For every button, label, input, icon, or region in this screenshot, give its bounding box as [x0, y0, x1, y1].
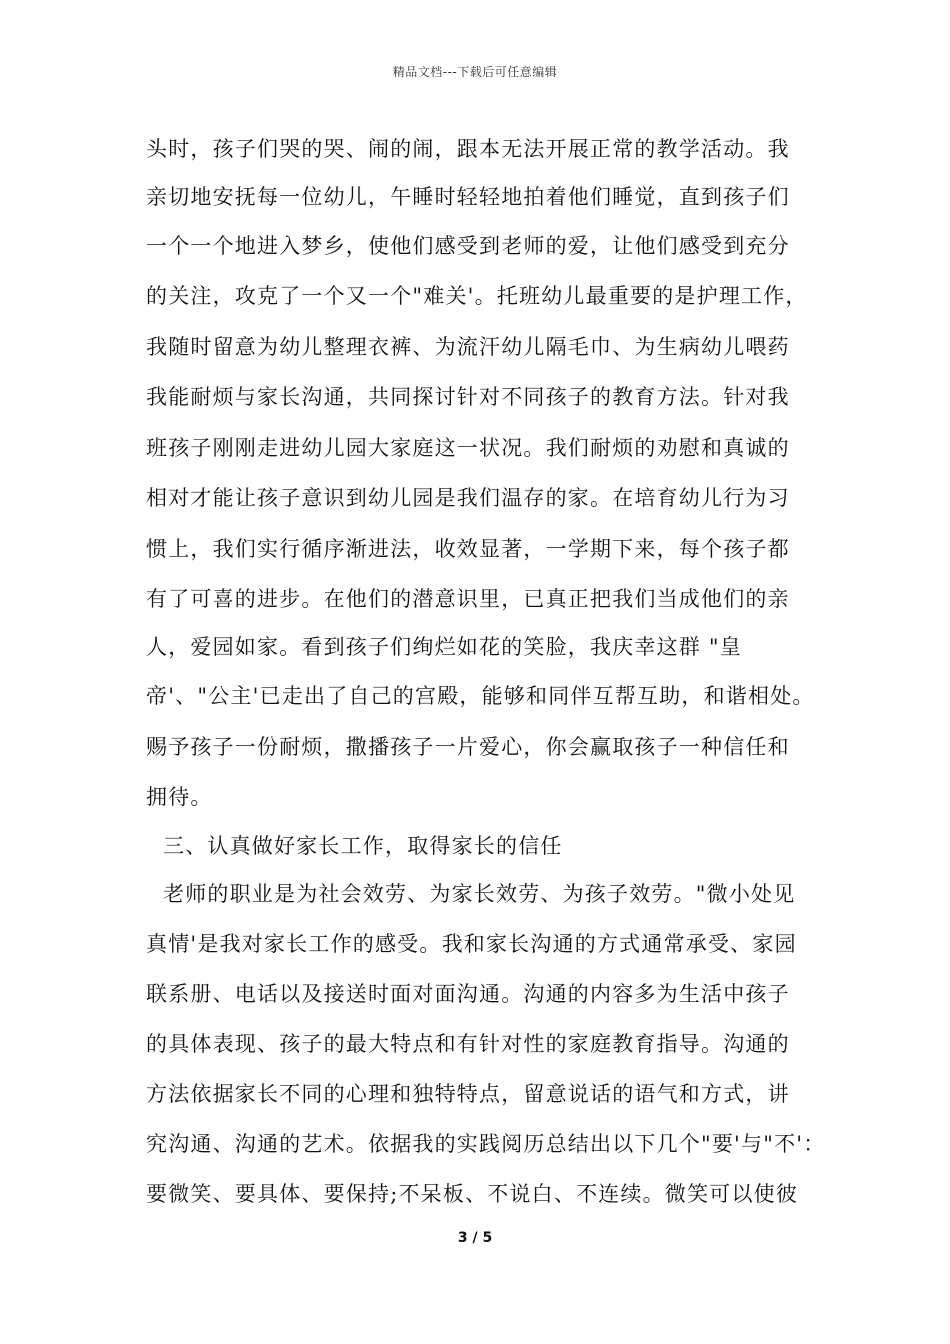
body-line: 真情'是我对家长工作的感受。我和家长沟通的方式通常承受、家园	[146, 932, 797, 956]
body-line: 联系册、电话以及接送时面对面沟通。沟通的内容多为生活中孩子	[146, 982, 790, 1006]
section-heading: 三、认真做好家长工作，取得家长的信任	[163, 834, 563, 858]
body-line: 究沟通、沟通的艺术。依据我的实践阅历总结出以下几个"要'与"不'：	[146, 1132, 826, 1156]
page-separator: /	[472, 1230, 478, 1246]
body-line: 老师的职业是为社会效劳、为家长效劳、为孩子效劳。"微小处见	[163, 882, 796, 906]
body-line: 方法依据家长不同的心理和独特特点，留意说话的语气和方式，讲	[146, 1082, 790, 1106]
body-line: 人，爱园如家。看到孩子们绚烂如花的笑脸，我庆幸这群 "皇	[146, 635, 742, 659]
body-line: 亲切地安抚每一位幼儿，午睡时轻轻地拍着他们睡觉，直到孩子们	[146, 185, 790, 209]
page-current: 3	[457, 1230, 468, 1246]
body-line: 要微笑、要具体、要保持;不呆板、不说白、不连续。微笑可以使彼	[146, 1182, 799, 1206]
body-line: 帝'、"公主'已走出了自己的宫殿，能够和同伴互帮互助，和谐相处。	[146, 684, 815, 708]
body-line: 拥待。	[146, 785, 213, 809]
body-line: 头时，孩子们哭的哭、闹的闹，跟本无法开展正常的教学活动。我	[146, 137, 790, 161]
body-line: 班孩子刚刚走进幼儿园大家庭这一状况。我们耐烦的劝慰和真诚的	[146, 436, 790, 460]
page-total: 5	[482, 1230, 493, 1246]
page-header: 精品文档---下载后可任意编辑	[392, 65, 558, 79]
body-line: 有了可喜的进步。在他们的潜意识里，已真正把我们当成他们的亲	[146, 587, 790, 611]
body-line: 惯上，我们实行循序渐进法，收效显著，一学期下来，每个孩子都	[146, 537, 790, 561]
body-line: 的具体表现、孩子的最大特点和有针对性的家庭教育指导。沟通的	[146, 1032, 790, 1056]
body-line: 一个一个地进入梦乡，使他们感受到老师的爱，让他们感受到充分	[146, 234, 790, 258]
body-line: 的关注，攻克了一个又一个"难关'。托班幼儿最重要的是护理工作，	[146, 284, 808, 308]
body-line: 我随时留意为幼儿整理衣裤、为流汗幼儿隔毛巾、为生病幼儿喂药	[146, 335, 790, 359]
body-line: 赐予孩子一份耐烦，撒播孩子一片爱心，你会赢取孩子一种信任和	[146, 735, 790, 759]
page-number	[0, 1230, 950, 1246]
body-line: 我能耐烦与家长沟通，共同探讨针对不同孩子的教育方法。针对我	[146, 385, 790, 409]
body-line: 相对才能让孩子意识到幼儿园是我们温存的家。在培育幼儿行为习	[146, 486, 790, 510]
